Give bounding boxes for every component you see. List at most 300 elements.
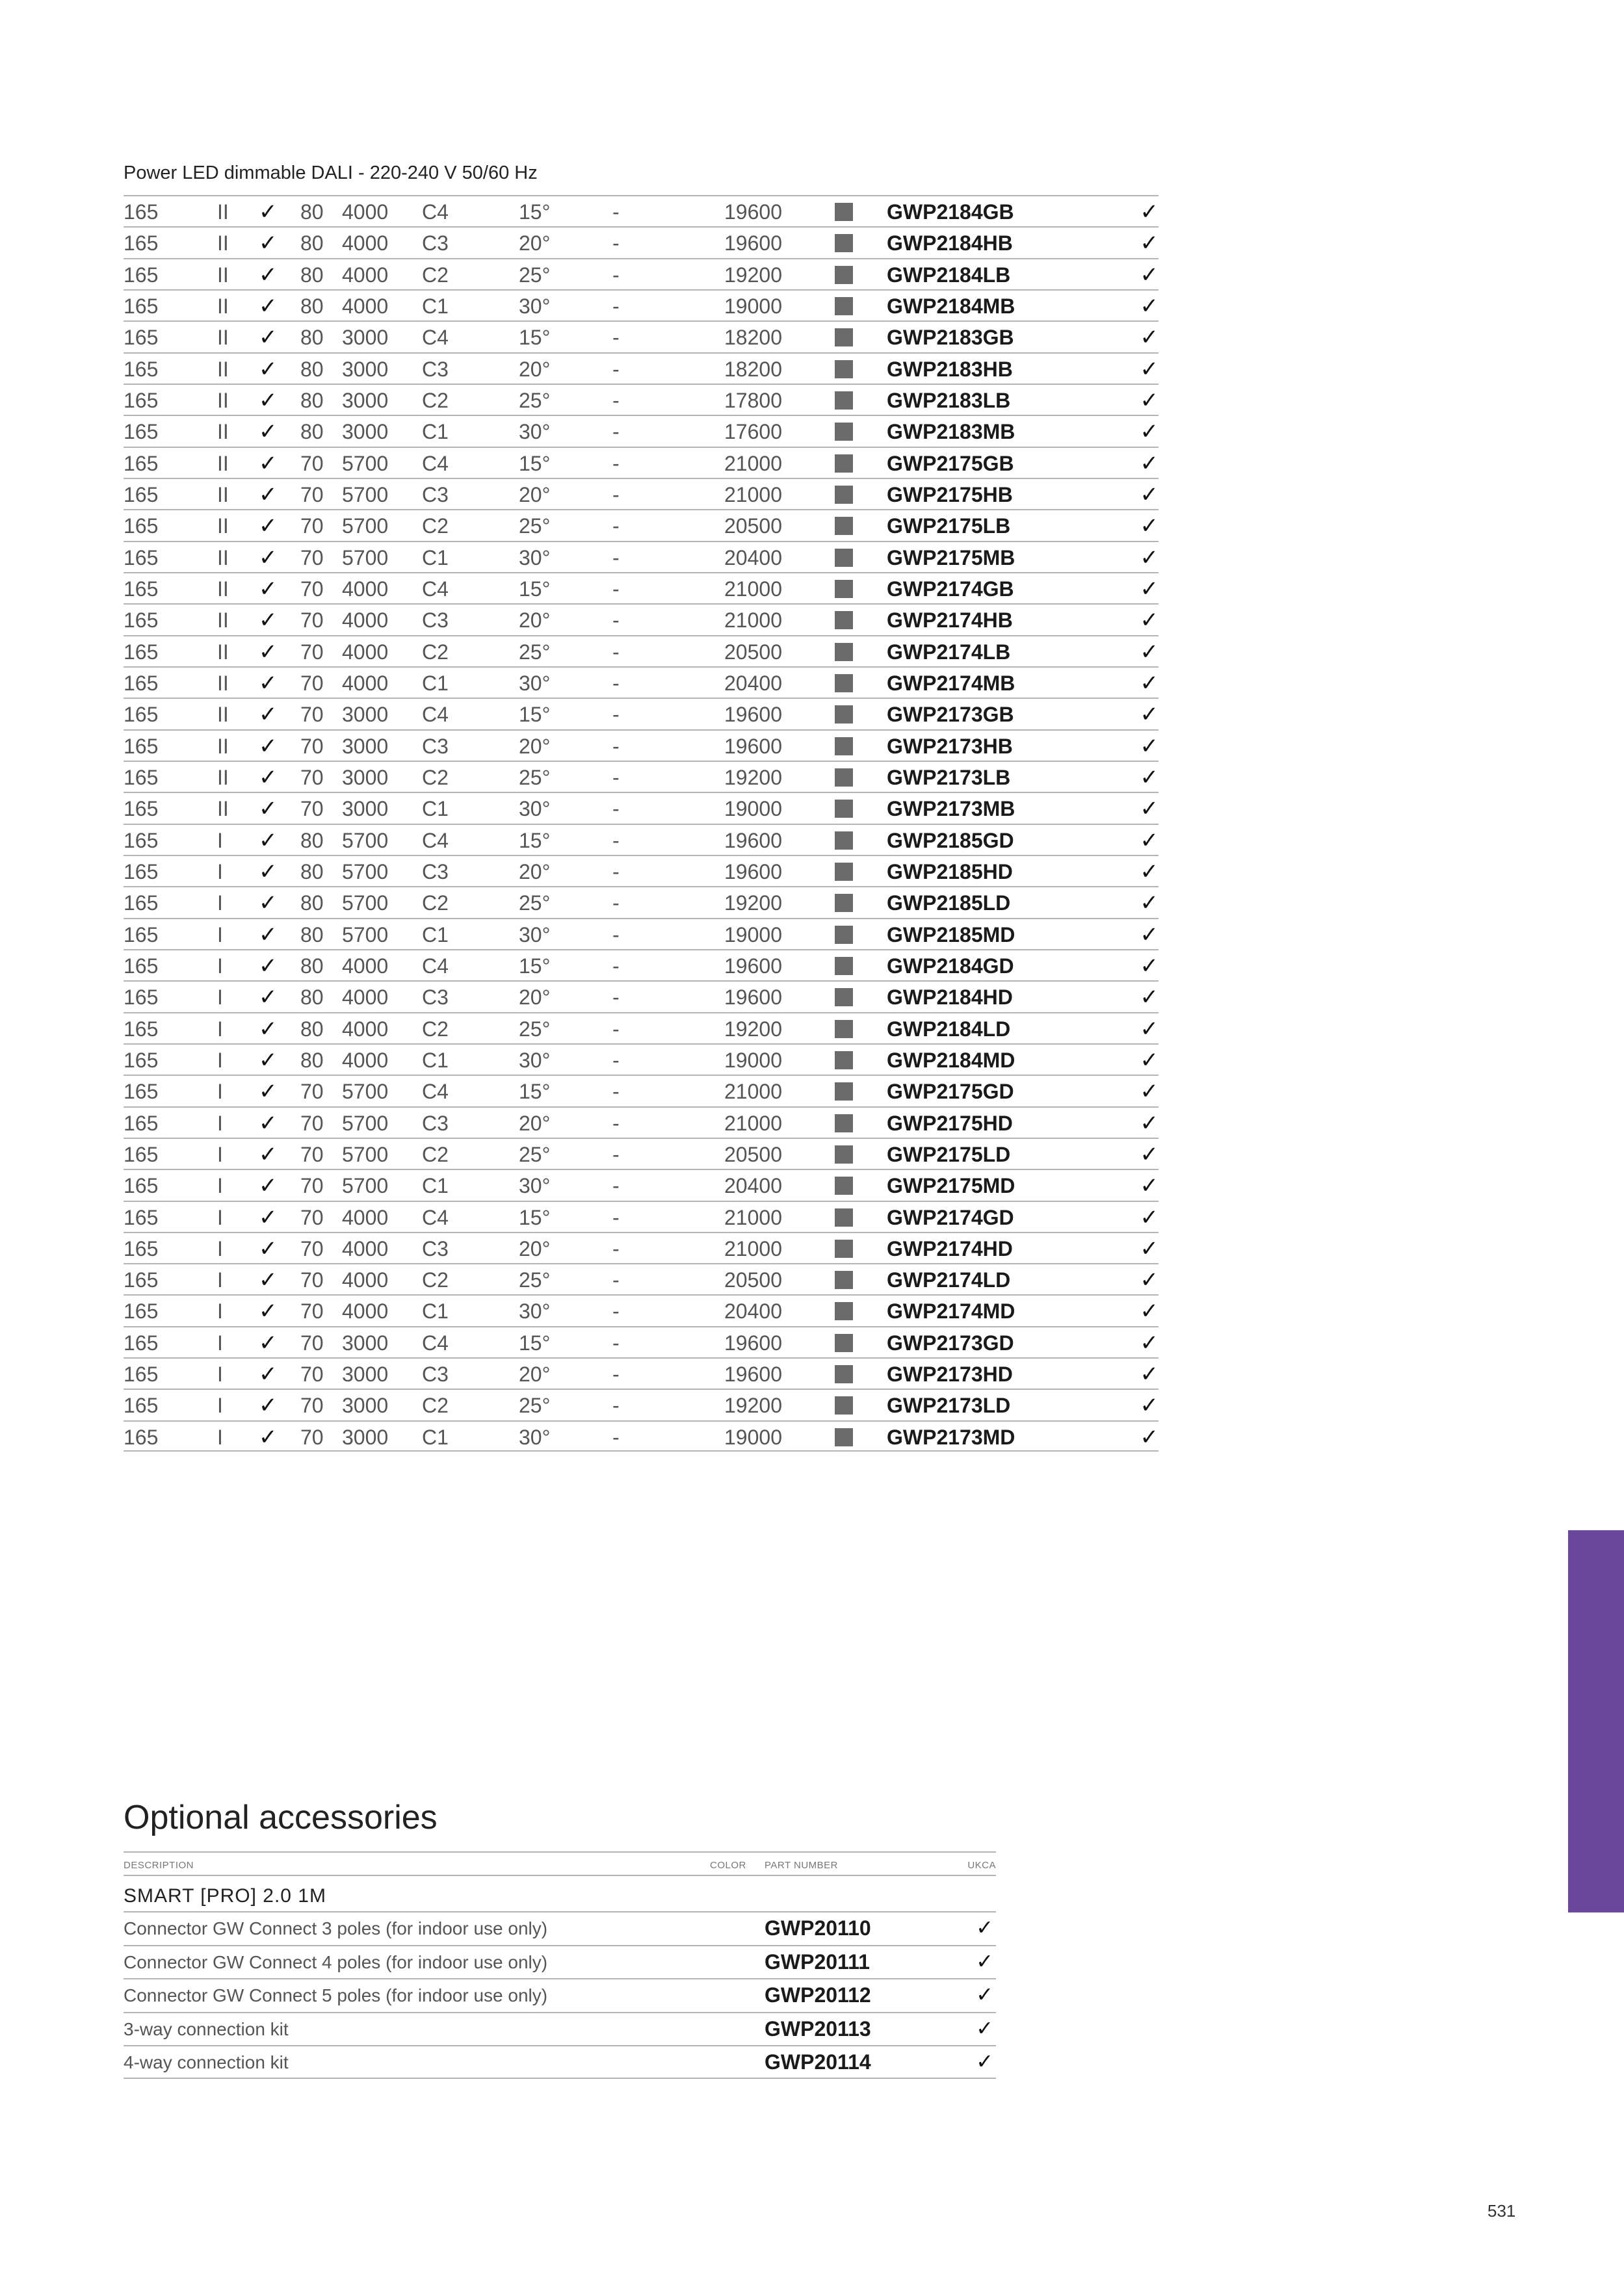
cct-cell: 3000 (342, 1331, 389, 1355)
code-cell: C3 (422, 734, 449, 758)
dash-cell: - (612, 1268, 620, 1292)
check-icon: ✓ (259, 262, 278, 287)
beam-cell: 15° (519, 954, 551, 978)
part-number: GWP2185HD (887, 859, 1013, 883)
check-icon: ✓ (1140, 670, 1159, 696)
cct-cell: 4000 (342, 640, 389, 664)
dash-cell: - (612, 1331, 620, 1355)
cct-cell: 3000 (342, 1425, 389, 1449)
cct-cell: 4000 (342, 985, 389, 1010)
page-number: 531 (1487, 2201, 1516, 2221)
cri-cell: 70 (300, 577, 324, 601)
table-row (124, 352, 1159, 384)
cct-cell: 3000 (342, 703, 389, 727)
code-cell: C1 (422, 1048, 449, 1072)
cct-cell: 5700 (342, 922, 389, 946)
check-icon: ✓ (1140, 1236, 1159, 1261)
color-swatch (835, 705, 853, 724)
class-cell: II (217, 200, 229, 224)
code-cell: C4 (422, 326, 449, 350)
watt-cell: 165 (124, 1111, 159, 1135)
color-swatch (835, 1240, 853, 1258)
color-swatch (835, 1020, 853, 1038)
color-swatch (835, 234, 853, 252)
class-cell: I (217, 828, 223, 852)
check-icon: ✓ (976, 1916, 993, 1939)
cri-cell: 80 (300, 891, 324, 915)
class-cell: II (217, 671, 229, 695)
check-icon: ✓ (259, 639, 278, 664)
cri-cell: 80 (300, 420, 324, 444)
cri-cell: 80 (300, 231, 324, 255)
check-icon: ✓ (1140, 200, 1159, 224)
part-number: GWP2175HB (887, 482, 1013, 506)
code-cell: C3 (422, 231, 449, 255)
lumen-cell: 19600 (724, 859, 782, 883)
accessory-row (124, 2045, 996, 2079)
lumen-cell: 19600 (724, 734, 782, 758)
watt-cell: 165 (124, 640, 159, 664)
dash-cell: - (612, 357, 620, 381)
check-icon: ✓ (976, 1983, 993, 2006)
cri-cell: 70 (300, 765, 324, 789)
cct-cell: 4000 (342, 1236, 389, 1260)
accessories-table (124, 1851, 996, 2079)
check-icon: ✓ (976, 1949, 993, 1973)
check-icon: ✓ (259, 387, 278, 413)
class-cell: I (217, 1174, 223, 1198)
watt-cell: 165 (124, 608, 159, 633)
cri-cell: 70 (300, 1331, 324, 1355)
part-number: GWP2175MB (887, 545, 1015, 569)
part-number: GWP2174MB (887, 671, 1015, 695)
cri-cell: 70 (300, 797, 324, 821)
color-swatch (835, 454, 853, 473)
table-row (124, 1389, 1159, 1420)
beam-cell: 30° (519, 797, 551, 821)
table-row (124, 572, 1159, 603)
cct-cell: 3000 (342, 388, 389, 412)
table-row (124, 1012, 1159, 1043)
beam-cell: 30° (519, 1174, 551, 1198)
check-icon: ✓ (259, 670, 278, 696)
color-swatch (835, 486, 853, 504)
part-number: GWP2175GB (887, 451, 1014, 475)
class-cell: II (217, 420, 229, 444)
dash-cell: - (612, 1111, 620, 1135)
lumen-cell: 19600 (724, 200, 782, 224)
dash-cell: - (612, 200, 620, 224)
beam-cell: 20° (519, 357, 551, 381)
accessory-row (124, 1945, 996, 1979)
color-swatch (835, 1302, 853, 1320)
check-icon: ✓ (1140, 1299, 1159, 1324)
beam-cell: 20° (519, 231, 551, 255)
cri-cell: 70 (300, 482, 324, 506)
watt-cell: 165 (124, 200, 159, 224)
color-swatch (835, 1145, 853, 1164)
check-icon: ✓ (1140, 796, 1159, 822)
accessories-header (124, 1851, 996, 1875)
cri-cell: 70 (300, 1363, 324, 1387)
part-number: GWP2183GB (887, 326, 1014, 350)
cri-cell: 80 (300, 200, 324, 224)
cct-cell: 3000 (342, 797, 389, 821)
check-icon: ✓ (1140, 387, 1159, 413)
class-cell: I (217, 1080, 223, 1104)
table-title: Power LED dimmable DALI - 220-240 V 50/60 Hz (124, 163, 538, 183)
check-icon: ✓ (259, 419, 278, 445)
check-icon: ✓ (1140, 545, 1159, 570)
beam-cell: 30° (519, 294, 551, 318)
beam-cell: 20° (519, 1236, 551, 1260)
part-number: GWP2184HD (887, 985, 1013, 1010)
cri-cell: 70 (300, 451, 324, 475)
check-icon: ✓ (259, 891, 278, 916)
cct-cell: 5700 (342, 1142, 389, 1166)
dash-cell: - (612, 1394, 620, 1418)
part-number: GWP2184LD (887, 1017, 1011, 1041)
color-swatch (835, 1396, 853, 1415)
check-icon: ✓ (259, 1236, 278, 1261)
check-icon: ✓ (259, 482, 278, 507)
beam-cell: 15° (519, 451, 551, 475)
cct-cell: 3000 (342, 357, 389, 381)
check-icon: ✓ (1140, 419, 1159, 445)
beam-cell: 30° (519, 1048, 551, 1072)
header-color: COLOR (710, 1860, 746, 1871)
beam-cell: 30° (519, 420, 551, 444)
color-swatch (835, 391, 853, 410)
check-icon: ✓ (259, 1047, 278, 1073)
cri-cell: 70 (300, 608, 324, 633)
table-row (124, 195, 1159, 226)
lumen-cell: 21000 (724, 451, 782, 475)
beam-cell: 20° (519, 1363, 551, 1387)
cri-cell: 70 (300, 1111, 324, 1135)
check-icon: ✓ (1140, 1330, 1159, 1355)
cct-cell: 4000 (342, 1017, 389, 1041)
dash-cell: - (612, 985, 620, 1010)
watt-cell: 165 (124, 1331, 159, 1355)
cct-cell: 5700 (342, 1174, 389, 1198)
class-cell: II (217, 231, 229, 255)
check-icon: ✓ (259, 764, 278, 790)
header-part-number: PART NUMBER (765, 1860, 839, 1871)
dash-cell: - (612, 1174, 620, 1198)
accessories-rows (124, 1911, 996, 2079)
beam-cell: 15° (519, 703, 551, 727)
check-icon: ✓ (259, 1079, 278, 1104)
check-icon: ✓ (1140, 325, 1159, 350)
dash-cell: - (612, 388, 620, 412)
table-row (124, 1326, 1159, 1357)
code-cell: C1 (422, 545, 449, 569)
class-cell: I (217, 922, 223, 946)
beam-cell: 20° (519, 482, 551, 506)
dash-cell: - (612, 514, 620, 538)
watt-cell: 165 (124, 891, 159, 915)
spec-table (124, 195, 1159, 1452)
cct-cell: 5700 (342, 514, 389, 538)
table-row (124, 541, 1159, 572)
class-cell: I (217, 1205, 223, 1229)
check-icon: ✓ (1140, 985, 1159, 1010)
accessory-part-number: GWP20113 (765, 2016, 871, 2041)
cri-cell: 80 (300, 954, 324, 978)
lumen-cell: 21000 (724, 608, 782, 633)
watt-cell: 165 (124, 671, 159, 695)
cri-cell: 70 (300, 1268, 324, 1292)
cct-cell: 3000 (342, 420, 389, 444)
cct-cell: 4000 (342, 954, 389, 978)
part-number: GWP2183MB (887, 420, 1015, 444)
beam-cell: 30° (519, 1425, 551, 1449)
lumen-cell: 19000 (724, 1425, 782, 1449)
table-row (124, 824, 1159, 855)
dash-cell: - (612, 608, 620, 633)
watt-cell: 165 (124, 734, 159, 758)
dash-cell: - (612, 545, 620, 569)
dash-cell: - (612, 577, 620, 601)
part-number: GWP2184MD (887, 1048, 1015, 1072)
code-cell: C4 (422, 200, 449, 224)
dash-cell: - (612, 1363, 620, 1387)
lumen-cell: 19000 (724, 922, 782, 946)
watt-cell: 165 (124, 954, 159, 978)
class-cell: II (217, 545, 229, 569)
color-swatch (835, 1334, 853, 1352)
part-number: GWP2174LD (887, 1268, 1011, 1292)
part-number: GWP2174LB (887, 640, 1011, 664)
dash-cell: - (612, 1017, 620, 1041)
lumen-cell: 21000 (724, 1205, 782, 1229)
watt-cell: 165 (124, 828, 159, 852)
cri-cell: 80 (300, 294, 324, 318)
watt-cell: 165 (124, 231, 159, 255)
dash-cell: - (612, 1142, 620, 1166)
class-cell: II (217, 482, 229, 506)
beam-cell: 25° (519, 1394, 551, 1418)
dash-cell: - (612, 703, 620, 727)
watt-cell: 165 (124, 1142, 159, 1166)
lumen-cell: 19000 (724, 294, 782, 318)
table-row (124, 635, 1159, 666)
cri-cell: 70 (300, 734, 324, 758)
check-icon: ✓ (259, 859, 278, 884)
code-cell: C1 (422, 1425, 449, 1449)
class-cell: II (217, 326, 229, 350)
dash-cell: - (612, 797, 620, 821)
check-icon: ✓ (259, 1362, 278, 1387)
table-row (124, 855, 1159, 886)
class-cell: II (217, 797, 229, 821)
color-swatch (835, 580, 853, 598)
cri-cell: 70 (300, 1080, 324, 1104)
lumen-cell: 19600 (724, 828, 782, 852)
beam-cell: 15° (519, 1080, 551, 1104)
check-icon: ✓ (1140, 1362, 1159, 1387)
chapter-side-tab (1568, 1530, 1624, 1912)
check-icon: ✓ (259, 1268, 278, 1293)
part-number: GWP2174MD (887, 1299, 1015, 1324)
code-cell: C3 (422, 859, 449, 883)
lumen-cell: 19200 (724, 263, 782, 287)
check-icon: ✓ (259, 325, 278, 350)
table-row (124, 289, 1159, 320)
dash-cell: - (612, 1425, 620, 1449)
class-cell: I (217, 859, 223, 883)
check-icon: ✓ (259, 1141, 278, 1167)
check-icon: ✓ (259, 828, 278, 853)
cri-cell: 70 (300, 1205, 324, 1229)
check-icon: ✓ (259, 545, 278, 570)
check-icon: ✓ (1140, 953, 1159, 978)
code-cell: C2 (422, 1017, 449, 1041)
cri-cell: 70 (300, 640, 324, 664)
check-icon: ✓ (259, 985, 278, 1010)
beam-cell: 15° (519, 577, 551, 601)
check-icon: ✓ (259, 1205, 278, 1230)
dash-cell: - (612, 891, 620, 915)
cri-cell: 70 (300, 1236, 324, 1260)
watt-cell: 165 (124, 263, 159, 287)
code-cell: C3 (422, 1363, 449, 1387)
accessory-description: Connector GW Connect 5 poles (for indoor use only) (124, 1985, 548, 2005)
watt-cell: 165 (124, 797, 159, 821)
color-swatch (835, 1082, 853, 1101)
beam-cell: 25° (519, 514, 551, 538)
part-number: GWP2175LD (887, 1142, 1011, 1166)
check-icon: ✓ (1140, 891, 1159, 916)
color-swatch (835, 297, 853, 315)
beam-cell: 20° (519, 1111, 551, 1135)
table-row (124, 729, 1159, 761)
cri-cell: 70 (300, 1425, 324, 1449)
color-swatch (835, 517, 853, 535)
table-row (124, 1043, 1159, 1075)
cct-cell: 4000 (342, 1268, 389, 1292)
check-icon: ✓ (259, 1110, 278, 1136)
beam-cell: 25° (519, 1142, 551, 1166)
table-row (124, 1357, 1159, 1389)
part-number: GWP2173HD (887, 1363, 1013, 1387)
check-icon: ✓ (259, 576, 278, 601)
color-swatch (835, 1051, 853, 1069)
code-cell: C4 (422, 1331, 449, 1355)
accessory-row (124, 1978, 996, 2012)
lumen-cell: 20500 (724, 514, 782, 538)
class-cell: I (217, 1425, 223, 1449)
code-cell: C1 (422, 671, 449, 695)
cri-cell: 70 (300, 545, 324, 569)
cct-cell: 4000 (342, 1205, 389, 1229)
code-cell: C4 (422, 703, 449, 727)
code-cell: C1 (422, 1174, 449, 1198)
dash-cell: - (612, 1236, 620, 1260)
code-cell: C1 (422, 294, 449, 318)
watt-cell: 165 (124, 1425, 159, 1449)
check-icon: ✓ (259, 450, 278, 476)
part-number: GWP2185MD (887, 922, 1015, 946)
table-row (124, 1263, 1159, 1294)
check-icon: ✓ (1140, 608, 1159, 633)
color-swatch (835, 423, 853, 441)
code-cell: C4 (422, 1080, 449, 1104)
lumen-cell: 19600 (724, 954, 782, 978)
lumen-cell: 19000 (724, 1048, 782, 1072)
color-swatch (835, 203, 853, 221)
cct-cell: 4000 (342, 1048, 389, 1072)
lumen-cell: 20500 (724, 1268, 782, 1292)
table-row (124, 320, 1159, 352)
code-cell: C3 (422, 608, 449, 633)
check-icon: ✓ (259, 356, 278, 382)
code-cell: C4 (422, 828, 449, 852)
lumen-cell: 19200 (724, 1017, 782, 1041)
class-cell: I (217, 1048, 223, 1072)
table-row (124, 1420, 1159, 1452)
beam-cell: 15° (519, 200, 551, 224)
watt-cell: 165 (124, 1048, 159, 1072)
watt-cell: 165 (124, 545, 159, 569)
dash-cell: - (612, 765, 620, 789)
dash-cell: - (612, 671, 620, 695)
color-swatch (835, 863, 853, 881)
watt-cell: 165 (124, 326, 159, 350)
lumen-cell: 19600 (724, 703, 782, 727)
color-swatch (835, 831, 853, 850)
cct-cell: 3000 (342, 1363, 389, 1387)
check-icon: ✓ (1140, 1110, 1159, 1136)
check-icon: ✓ (259, 733, 278, 759)
lumen-cell: 19600 (724, 1363, 782, 1387)
watt-cell: 165 (124, 1394, 159, 1418)
class-cell: II (217, 294, 229, 318)
watt-cell: 165 (124, 703, 159, 727)
code-cell: C2 (422, 388, 449, 412)
class-cell: I (217, 1299, 223, 1324)
lumen-cell: 19200 (724, 765, 782, 789)
table-row (124, 603, 1159, 634)
accessory-row (124, 1911, 996, 1945)
watt-cell: 165 (124, 514, 159, 538)
lumen-cell: 19600 (724, 1331, 782, 1355)
check-icon: ✓ (259, 1016, 278, 1041)
beam-cell: 25° (519, 1268, 551, 1292)
beam-cell: 15° (519, 828, 551, 852)
code-cell: C2 (422, 640, 449, 664)
check-icon: ✓ (976, 2016, 993, 2040)
lumen-cell: 20500 (724, 640, 782, 664)
check-icon: ✓ (259, 953, 278, 978)
check-icon: ✓ (1140, 733, 1159, 759)
class-cell: II (217, 357, 229, 381)
class-cell: I (217, 985, 223, 1010)
check-icon: ✓ (259, 200, 278, 224)
cri-cell: 80 (300, 326, 324, 350)
code-cell: C3 (422, 1111, 449, 1135)
part-number: GWP2184LB (887, 263, 1011, 287)
lumen-cell: 21000 (724, 1080, 782, 1104)
class-cell: I (217, 1142, 223, 1166)
part-number: GWP2184GB (887, 200, 1014, 224)
code-cell: C2 (422, 1142, 449, 1166)
cri-cell: 70 (300, 703, 324, 727)
class-cell: II (217, 640, 229, 664)
part-number: GWP2174HB (887, 608, 1013, 633)
color-swatch (835, 737, 853, 755)
